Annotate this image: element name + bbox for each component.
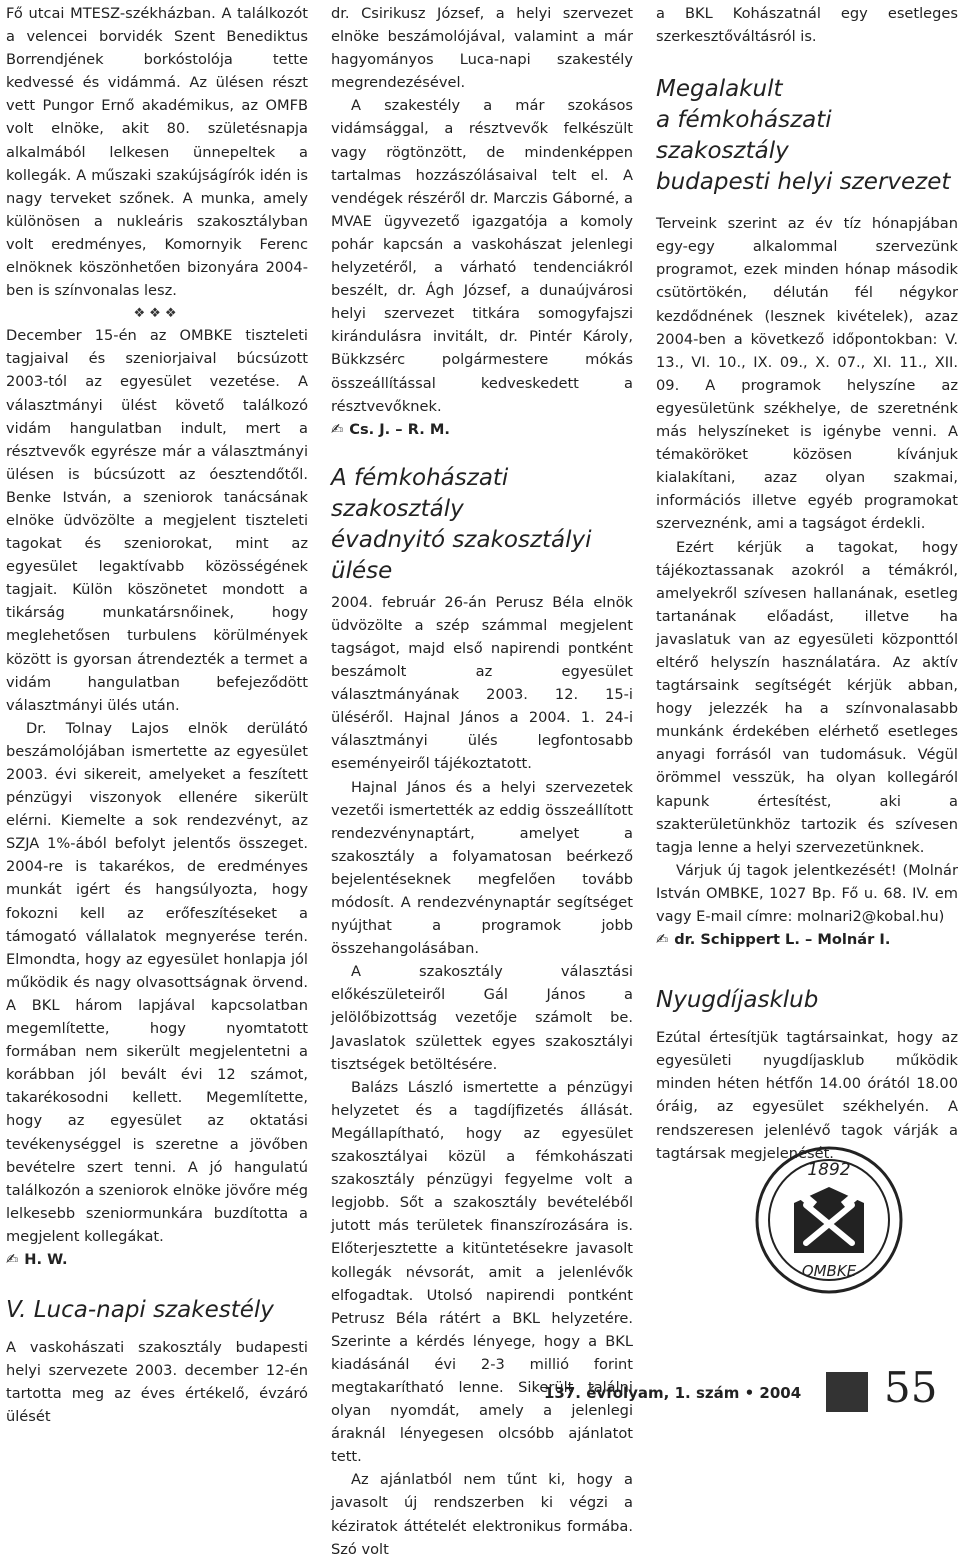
paragraph: December 15-én az OMBKE tiszteleti tagjaival és szeniorjaival búcsúzott 2003-tól az egyesület vezetése. A választmányi ülést követő találkozó vidám hangulatban indult, mert a résztvevők egyrésze már a választmányi ülésen is búcsúzott az óesztendőtől. Benke István, a szeniorok tanácsának elnöke üdvözölte a megjelent tiszteleti tagokat és szeniorokat, mint az egyesület legaktívabb közösségének tagjait. Külön köszönetet mondott a tikárság munkatársnőinek, hogy meglehetősen turbulens körülmények között is gyorsan átrendezték a termet a vidám hangulatban befejeződött választmányi ülés után.	[6, 327, 308, 714]
paragraph: Ezért kérjük a tagokat, hogy tájékoztassanak azokról a témákról, amelyekről szívesen hallanának, esetleg tartanának előadást, illetve ha javaslatuk van az egyesületi központtól eltérő helyszín használatára. Az aktív tagtársaink segítségét kérjük abban, hogy jelezzék ha a színvonalasabb munkánk érdekében elérhető esetleges anyagi forrásól van tudomásuk. Végül örömmel vesszük, ha olyan kollegáról kapunk értesítést, aki a szakterületünkhöz tartozik és szívesen tagja lenne a helyi szervezetünknek.	[656, 538, 958, 856]
paragraph: Ezútal értesítjük tagtársainkat, hogy az egyesületi nyugdíjasklub működik minden héten hétfőn 14.00 órától 18.00 óráig, az egyesület székhelyén. A rendszeresen jelenlévő tagok várják a tagtársak megjelenését.	[656, 1029, 958, 1162]
paragraph: Dr. Tolnay Lajos elnök derülátó beszámolójában ismertette az egyesület 2003. évi sikereit, amelyeket a feszített pénzügyi viszonyok ellenére sikerült elérni. Kiemelte a sok rendezvényt, az SZJA 1%-ából befolyt jelentős összeget. 2004-re is takarékos, de eredményes munkát igért és hangsúlyozta, hogy fokozni kell az erőfeszítéseket a támogató vállalatok megnyerése terén. Elmondta, hogy az egyesület honlapja jól működik és nagy olvasottságnak örvend. A BKL három lapjával kapcsolatban megemlítette, hogy nyomtatott formában nem sikerült megjelentetni a korábban jól bevált évi 12 számot, takarékosodni kellett. Megemlítette, hogy az egyesület az oktatási tevékenységgel is szeretne a jövőben bevételre szert tenni. A jó hangulatú találkozón a szeniorok elnöke jövőre még lelkesebb szeniormunkára buzdította a megjelent kollegákat.	[6, 719, 308, 1245]
signature-text: dr. Schippert L. – Molnár I.	[674, 931, 891, 949]
paragraph: A vaskohászati szakosztály budapesti helyi szervezete 2003. december 12-én tartotta meg az éves értékelő, évzáró ülését	[6, 1339, 308, 1426]
issue-info: 137. évfolyam, 1. szám • 2004	[544, 1384, 802, 1402]
column-3	[656, 2, 958, 1165]
paragraph: Terveink szerint az év tíz hónapjában egy-egy alkalommal szervezünk programot, ezek minden hónap második csütörtökén, délután fél négykor kezdődnének (lesznek kivételek), azaz 2004-ben a következő időpontokban: V. 13., VI. 10., IX. 09., X. 07., XI. 11., XII. 09. A programok helyszíne az egyesületünk székhelye, de szeretnénk más helyszíneket is igénybe venni. A témaköröket közösen kívánjuk kialakítani, azaz olyan szakmai, információs illetve egyéb programokat szerveznénk, ami a tagságot érdekli.	[656, 215, 958, 533]
heading-line: A fémkohászati szakosztály	[331, 464, 509, 522]
paragraph: Fő utcai MTESZ-székházban. A találkozót a velencei borvidék Szent Benediktus Borrendjének borkóstolója tette kedvessé és vidámmá. Az ülésen részt vett Pungor Ernő akadémikus, az OMFB volt elnöke, akit 80. születésnapja alkalmából lelkesen ünnepeltek a kollegák. A műszaki szakújságírók idén is nagy terveket szőnek. A munka, amely különösen a nukleáris szakosztályban volt eredményes, Komornyik Ferenc elnöknek köszönhetően bizonyára 2004-ben is színvonalas lesz.	[6, 5, 308, 300]
signature	[331, 418, 633, 441]
article-heading: Nyugdíjasklub	[656, 987, 819, 1014]
signature-text: H. W.	[24, 1250, 68, 1268]
paragraph: A szakestély a már szokásos vidámsággal, a résztvevők felkészült vagy rögtönzött, de mindenképpen tartalmas hozzászólásaival telt el. A vendégek részéről dr. Marczis Gáborné, a MVAE ügyvezető igazgatója a komoly pohár kapcsán a vaskohászat jelenlegi helyzetéről, a várható tendenciákról beszélt, dr. Ágh József, a dunaújvárosi helyi szervezet titkára somogyfajszi kirándulásra invitált, dr. Pintér Károly, Bükkzsérc polgármestere mókás összeállítással kedveskedett a résztvevőknek.	[331, 97, 633, 415]
article-heading	[331, 463, 633, 587]
article-heading	[656, 74, 958, 198]
pen-icon: ✍	[6, 1250, 19, 1268]
signature	[6, 1248, 308, 1271]
paragraph: A szakosztály választási előkészületeiről Gál János a jelölőbizottság vezetője számolt be. Javaslatok születtek egyes szakosztályi tisztségek betöltésére.	[331, 963, 633, 1073]
paragraph: a BKL Kohászatnál egy esetleges szerkesztőváltásról is.	[656, 5, 958, 46]
heading-line: évadnyitó szakosztályi ülése	[331, 526, 592, 584]
paragraph: dr. Csirikusz József, a helyi szervezet elnöke beszámolójával, valamint a már hagyományos Luca-napi szakestély megrendezésével.	[331, 5, 633, 92]
pen-icon: ✍	[331, 420, 344, 438]
pen-icon: ✍	[656, 931, 669, 949]
paragraph: Várjuk új tagok jelentkezését! (Molnár István OMBKE, 1027 Bp. Fő u. 68. IV. em vagy E-mail címre: molnari2@kobal.hu)	[656, 861, 958, 925]
signature	[656, 928, 958, 951]
paragraph: Az ajánlatból nem tűnt ki, hogy a javasolt új rendszerben ki végzi a kéziratok áttételét elektronikus formába. Szó volt	[331, 1471, 633, 1558]
article-heading: V. Luca-napi szakestély	[6, 1297, 274, 1324]
paragraph: Balázs László ismertette a pénzügyi helyzetet és a tagdíjfizetés állását. Megállapítható, hogy az egyesület szakosztályai közül a fémkohászati szakosztály pénzügyi fegyelme volt a legjobb. Sőt a szakosztály bevételéből jutott más területek finanszírozására is. Előterjesztette a kitüntetésekre javasolt kollegák névsorát, amit a jelenlévők elfogadtak. Utolsó napirendi pontként Petrusz Béla rátért a BKL helyzetére. Szerinte a kérdés lényege, hogy a BKL kiadásánál évi 2-3 millió forint megtakarítható lenne. Sikerült találni olyan nyomdát, amely a jelenlegi áraknál lényegesen olcsóbb ajánlatot tett.	[331, 1078, 633, 1466]
page-number: 55	[884, 1363, 938, 1412]
ombke-logo-icon	[754, 1145, 904, 1295]
footer-square-mark	[826, 1372, 868, 1412]
heading-line: Megalakult	[656, 76, 783, 103]
logo-name: OMBKE	[801, 1262, 857, 1280]
section-divider: ❖❖❖	[133, 306, 181, 322]
column-1	[6, 2, 308, 1428]
paragraph: 2004. február 26-án Perusz Béla elnök üdvözölte a szép számmal megjelent tagságot, majd első napirendi pontként beszámolt az egyesület választmányának 2003. 12. 15-i üléséről. Hajnal János a 2004. 1. 24-i választmányi ülés legfontosabb eseményeiről tájékoztatott.	[331, 593, 633, 773]
paragraph: Hajnal János és a helyi szervezetek vezetői ismertették az eddig összeállított rendezvénynaptárt, amelyet a szakosztály a folyamatosan beérkező bejelentéseknek megfelően tovább módosít. A rendezvénynaptár segítséget nyújthat a programok jobb összehangolásában.	[331, 778, 633, 958]
heading-line: budapesti helyi szervezet	[656, 169, 951, 196]
column-2	[331, 2, 633, 1561]
signature-text: Cs. J. – R. M.	[349, 420, 450, 438]
heading-line: a fémkohászati szakosztály	[656, 107, 832, 165]
logo-year: 1892	[807, 1160, 851, 1180]
